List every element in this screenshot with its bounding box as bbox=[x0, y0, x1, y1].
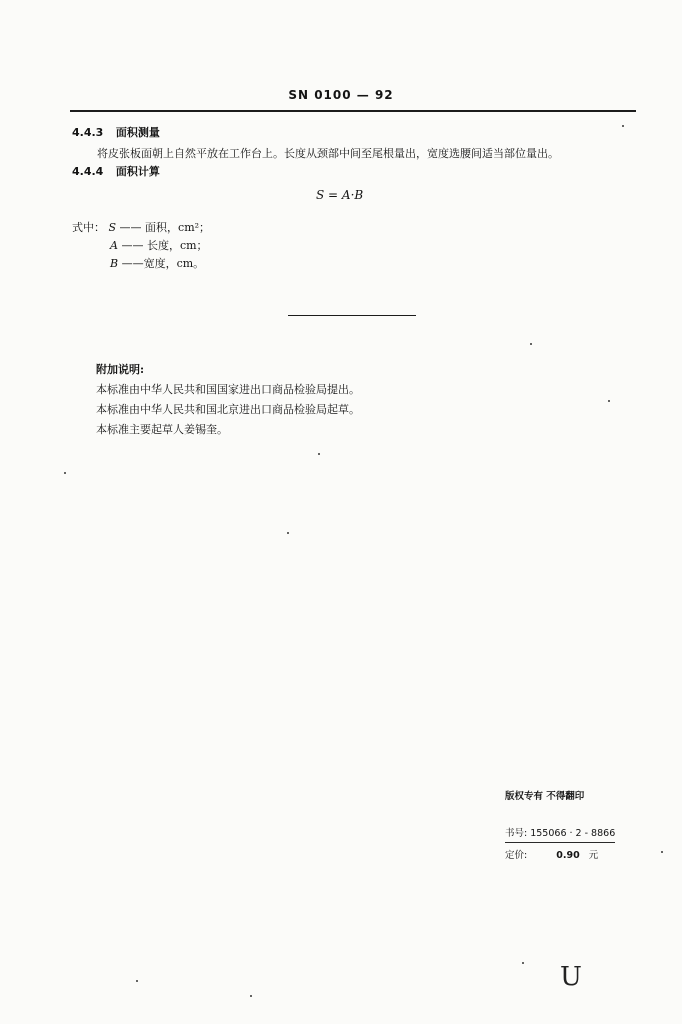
scan-speck bbox=[661, 851, 663, 853]
additional-line: 本标准主要起草人姜锡奎。 bbox=[96, 423, 228, 436]
section-4-4-4-heading bbox=[72, 163, 160, 179]
legend-desc: ——宽度，cm。 bbox=[121, 257, 205, 270]
price-value: 0.90 bbox=[556, 850, 580, 861]
header-rule bbox=[70, 110, 636, 112]
scan-speck bbox=[530, 343, 532, 345]
legend-prefix: 式中： bbox=[72, 221, 105, 234]
price-rule bbox=[505, 842, 615, 843]
scan-speck bbox=[250, 995, 252, 997]
section-4-4-3-heading bbox=[72, 124, 160, 140]
section-end-rule bbox=[288, 315, 416, 316]
additional-notes bbox=[96, 360, 360, 440]
legend-row-s bbox=[72, 219, 210, 235]
scan-speck bbox=[318, 453, 320, 455]
legend-var: S bbox=[108, 221, 117, 234]
price-line bbox=[505, 847, 598, 861]
legend-desc: —— 面积，cm²； bbox=[119, 221, 211, 234]
scan-speck bbox=[287, 532, 289, 534]
price-label: 定价: bbox=[505, 850, 528, 861]
legend-row-a bbox=[110, 237, 208, 253]
section-number: 4.4.3 bbox=[72, 126, 104, 139]
area-formula: S = A·B bbox=[316, 188, 364, 202]
section-number: 4.4.4 bbox=[72, 165, 104, 178]
section-title: 面积测量 bbox=[115, 126, 160, 139]
additional-title: 附加说明: bbox=[96, 363, 145, 376]
legend-var: A bbox=[110, 239, 118, 252]
section-4-4-3-text: 将皮张板面朝上自然平放在工作台上。长度从颈部中间至尾根量出，宽度选腰间适当部位量出。 bbox=[97, 147, 559, 160]
book-number: 书号: 155066 · 2 - 8866 bbox=[505, 828, 616, 839]
legend-row-b bbox=[110, 255, 204, 271]
legend-var: B bbox=[110, 257, 119, 270]
standard-code-header: SN 0100 — 92 bbox=[288, 88, 394, 102]
additional-line: 本标准由中华人民共和国北京进出口商品检验局起草。 bbox=[96, 403, 360, 416]
scan-speck bbox=[64, 472, 66, 474]
copyright-notice: 版权专有 不得翻印 bbox=[505, 791, 585, 802]
price-unit: 元 bbox=[588, 850, 599, 861]
section-title: 面积计算 bbox=[115, 165, 160, 178]
legend-desc: —— 长度，cm； bbox=[121, 239, 208, 252]
scan-speck bbox=[522, 962, 524, 964]
additional-line: 本标准由中华人民共和国国家进出口商品检验局提出。 bbox=[96, 383, 360, 396]
scan-speck bbox=[136, 980, 138, 982]
handwritten-mark: U bbox=[560, 962, 582, 992]
scan-speck bbox=[608, 400, 610, 402]
scan-speck bbox=[622, 125, 624, 127]
